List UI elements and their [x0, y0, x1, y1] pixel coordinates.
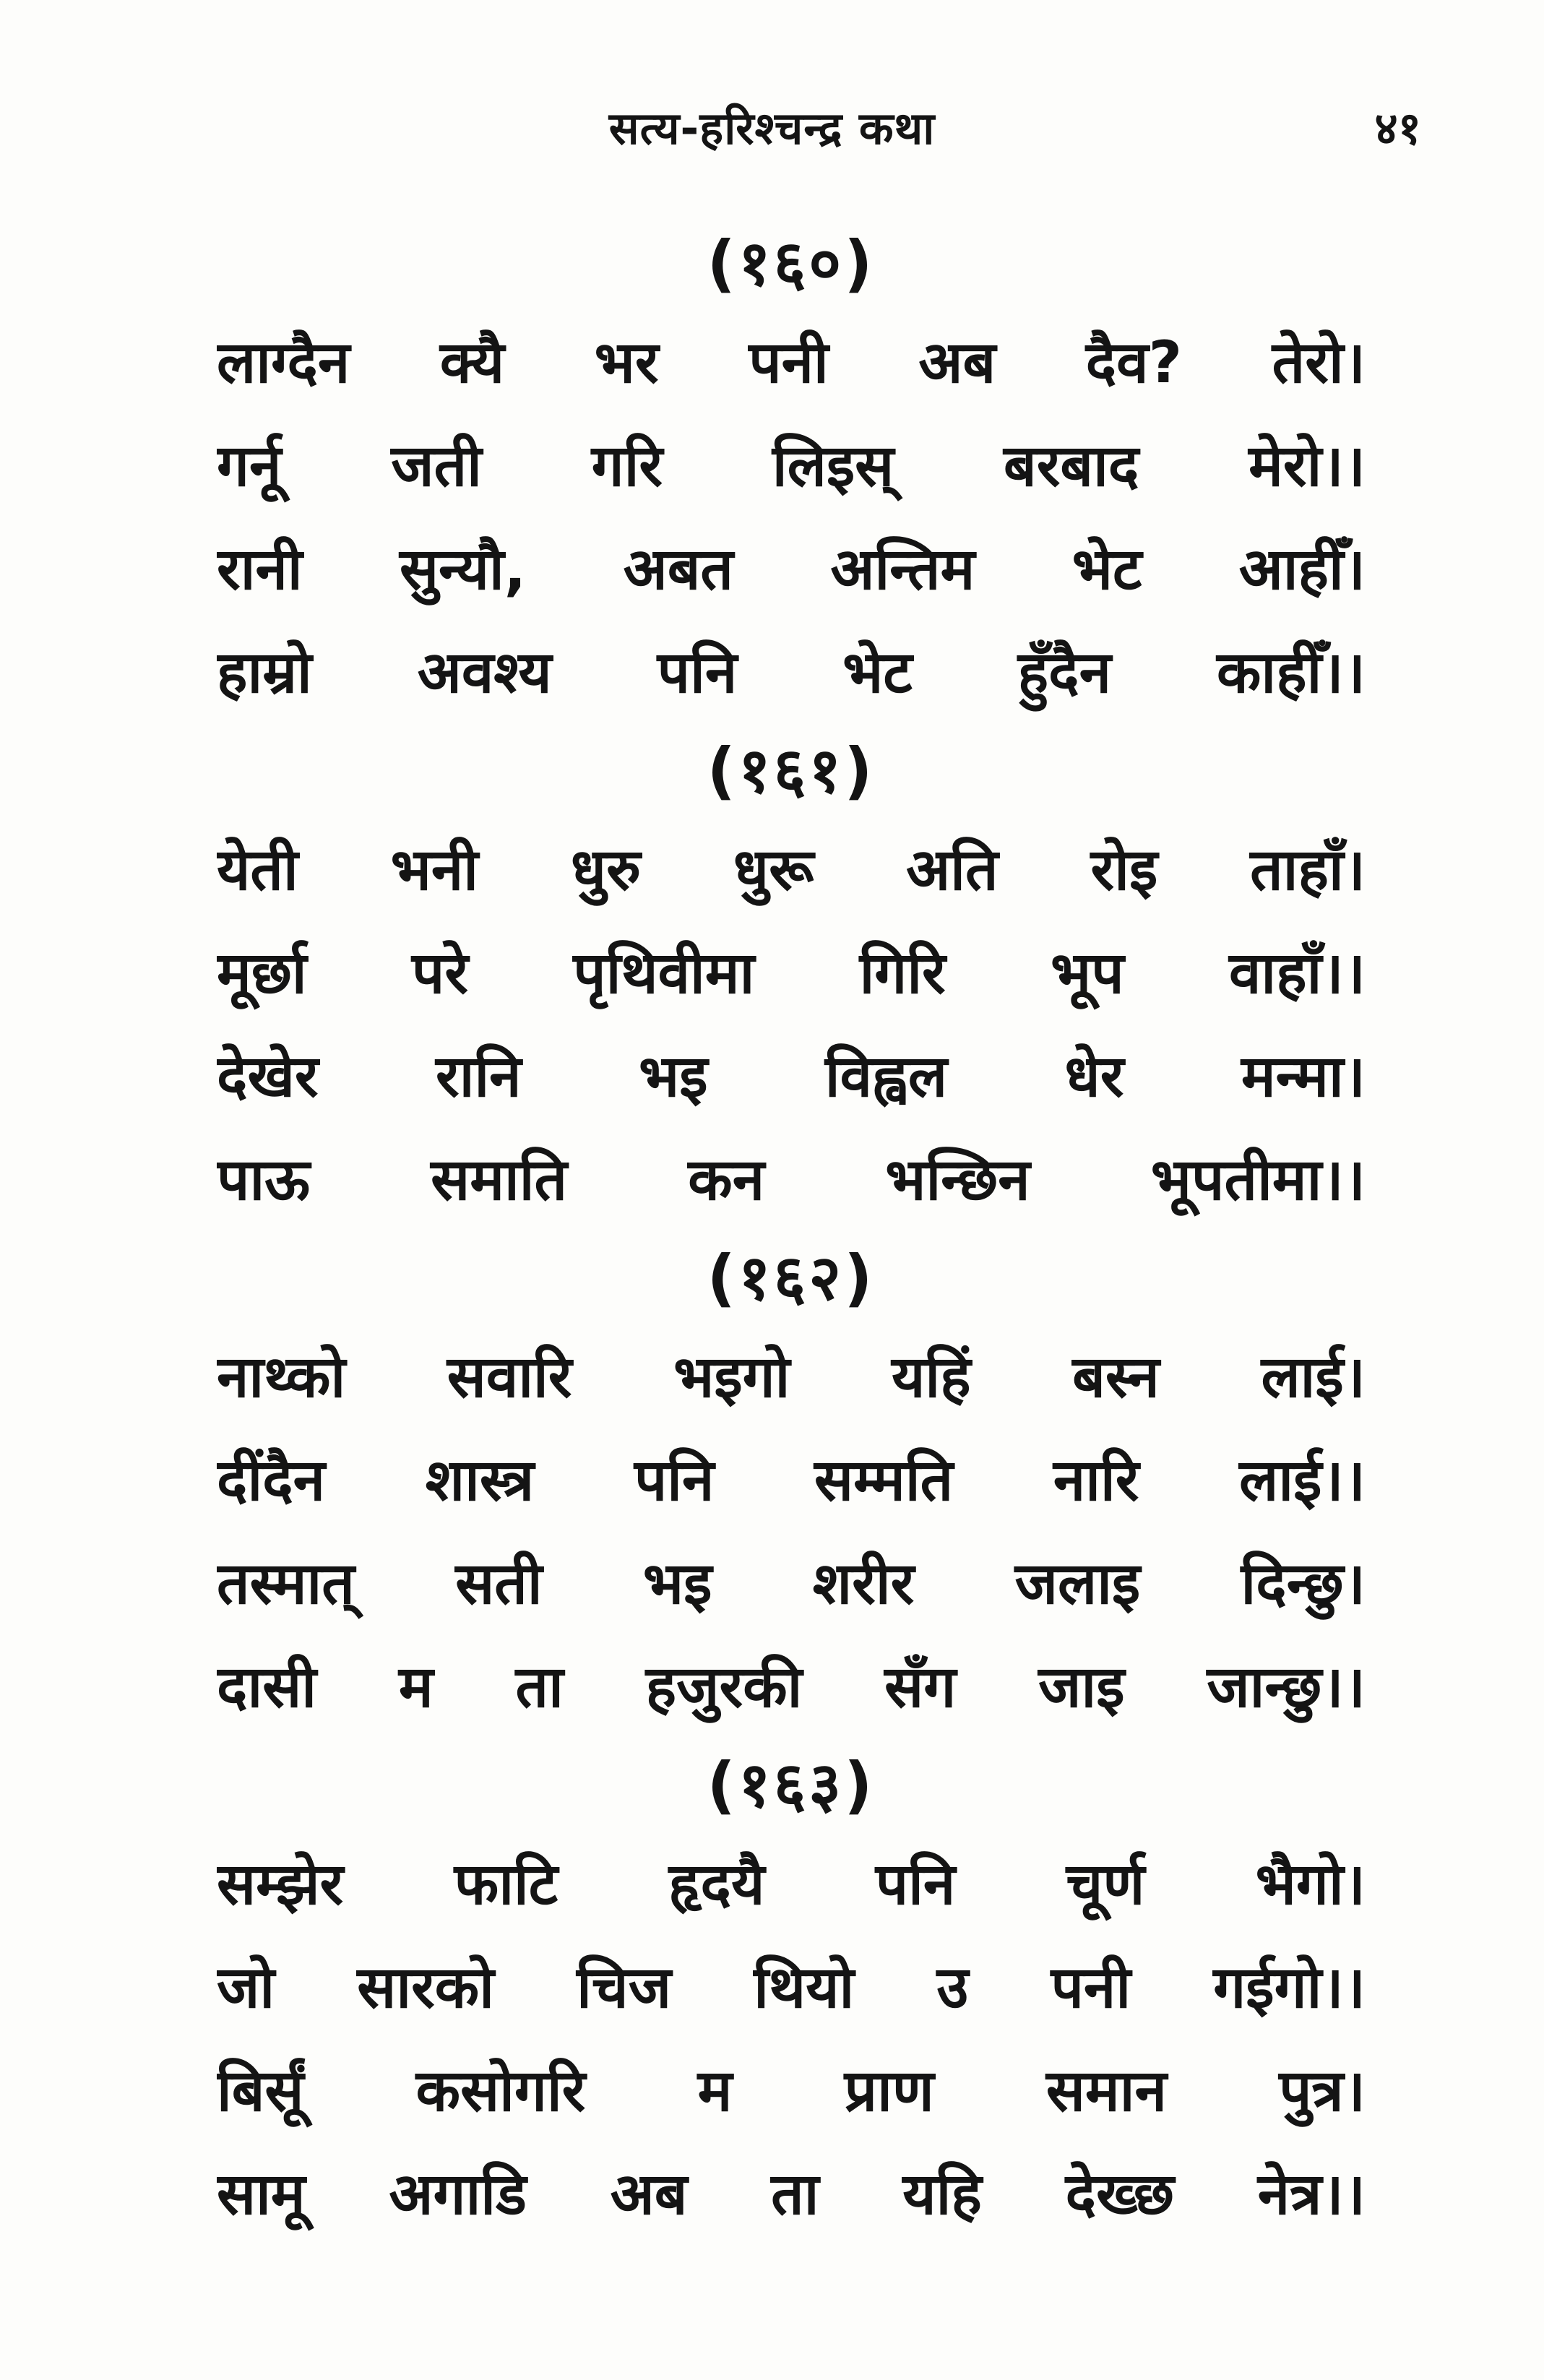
verse-161 [217, 724, 1366, 1231]
verse-line: गर्नू जती गरि लिइस् बरबाद मेरो।। [217, 432, 1366, 499]
verse-line: बिर्सूं कसोगरि म प्राण समान पुत्र। [217, 2057, 1366, 2124]
verse-162 [217, 1231, 1366, 1738]
verse-line: मूर्छा परे पृथिवीमा गिरि भूप वाहाँ।। [217, 939, 1366, 1006]
verse-line: सामू अगाडि अब ता यहि देख्छ नेत्र।। [217, 2160, 1366, 2228]
verse-line: लाग्दैन क्यै भर पनी अब दैव? तेरो। [217, 329, 1366, 396]
page-number: ४१ [1374, 102, 1421, 155]
verse-line: हाम्रो अवश्य पनि भेट हुँदैन काहीँ।। [217, 639, 1366, 706]
verse-163 [217, 1738, 1366, 2246]
verse-number: (१६१) [707, 735, 876, 807]
verse-line: नाथ्को सवारि भइगो यहिं बस्न लाई। [217, 1343, 1366, 1410]
running-header [0, 85, 1544, 172]
verse-line: येती भनी धुरु धुरू अति रोइ ताहाँ। [217, 836, 1366, 903]
verse-line: पाऊ समाति कन भन्छिन भूपतीमा।। [217, 1146, 1366, 1213]
verse-line: दींदैन शास्त्र पनि सम्मति नारि लाई।। [217, 1446, 1366, 1514]
verse-number: (१६२) [707, 1242, 876, 1314]
running-title: सत्य-हरिश्चन्द्र कथा [608, 102, 936, 155]
verse-line: दासी म ता हजुरकी सँग जाइ जान्छु।। [217, 1653, 1366, 1720]
verse-line: रानी सुन्यौ, अबत अन्तिम भेट आहीँ। [217, 535, 1366, 603]
verse-line: तस्मात् सती भइ शरीर जलाइ दिन्छु। [217, 1550, 1366, 1617]
verse-line: सम्झेर फाटि हृदयै पनि चूर्ण भैगो। [217, 1850, 1366, 1918]
verse-160 [217, 217, 1366, 724]
verse-number: (१६३) [707, 1749, 876, 1821]
verse-number: (१६०) [707, 228, 876, 300]
verse-line: देखेर रानि भइ विह्वल धेर मन्मा। [217, 1043, 1366, 1110]
verse-line: जो सारको चिज थियो उ पनी गईगो।। [217, 1954, 1366, 2021]
